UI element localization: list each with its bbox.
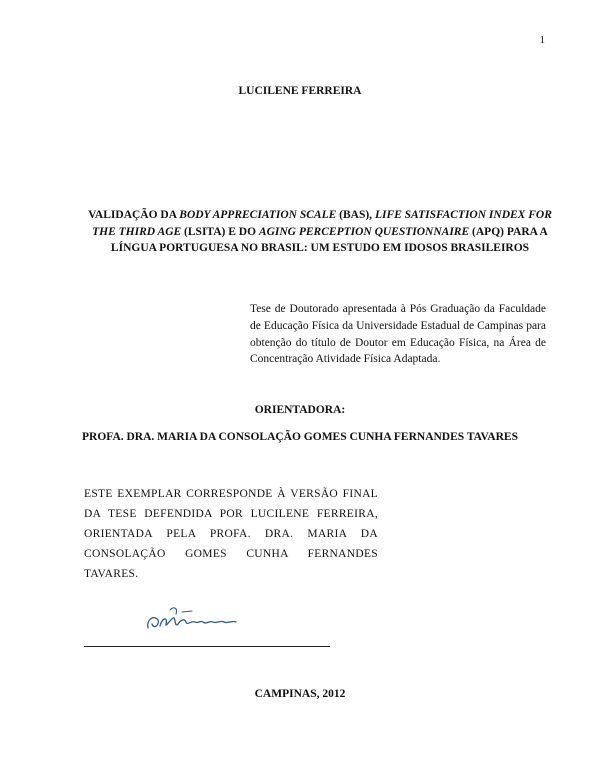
thesis-title [78, 207, 562, 257]
title-part-4: (APQ) PARA A LÍNGUA PORTUGUESA NO BRASIL: UM ESTUDO EM IDOSOS BRASILEIROS [110, 225, 548, 254]
advisor-label: ORIENTADORA: [254, 404, 346, 416]
signature-stroke [148, 618, 236, 628]
title-part-3: (LSITA) E DO [181, 225, 259, 238]
title-italic-3: AGING PERCEPTION QUESTIONNAIRE [258, 225, 470, 238]
title-part-1: VALIDAÇÃO DA [88, 209, 180, 221]
final-version-note: ESTE EXEMPLAR CORRESPONDE À VERSÃO FINAL DA TESE DEFENDIDA POR LUCILENE FERREIRA, ORIENTADA PELA PROFA. DRA. MARIA DA CONSOLAÇÃO GOMES CUNHA FERNANDES TAVARES. [84, 488, 378, 580]
advisor-name: PROFA. DRA. MARIA DA CONSOLAÇÃO GOMES CUNHA FERNANDES TAVARES [82, 431, 518, 443]
title-italic-2: LIFE SATISFACTION INDEX FOR THE THIRD AGE [92, 209, 552, 238]
page-number: 1 [539, 34, 545, 46]
title-italic-1: BODY APPRECIATION SCALE [179, 209, 337, 221]
signature-image [140, 598, 250, 640]
signature-flourish [170, 608, 192, 614]
city-year: CAMPINAS, 2012 [254, 688, 346, 700]
signature-line [84, 646, 330, 647]
author-name: LUCILENE FERREIRA [238, 85, 362, 97]
thesis-description: Tese de Doutorado apresentada à Pós Graduação da Faculdade de Educação Física da Universidade Estadual de Campinas para obtenção do título de Doutor em Educação Física, na Área de Concentração Atividade Física Adaptada. [250, 303, 546, 366]
title-part-2: (BAS), [336, 209, 375, 221]
